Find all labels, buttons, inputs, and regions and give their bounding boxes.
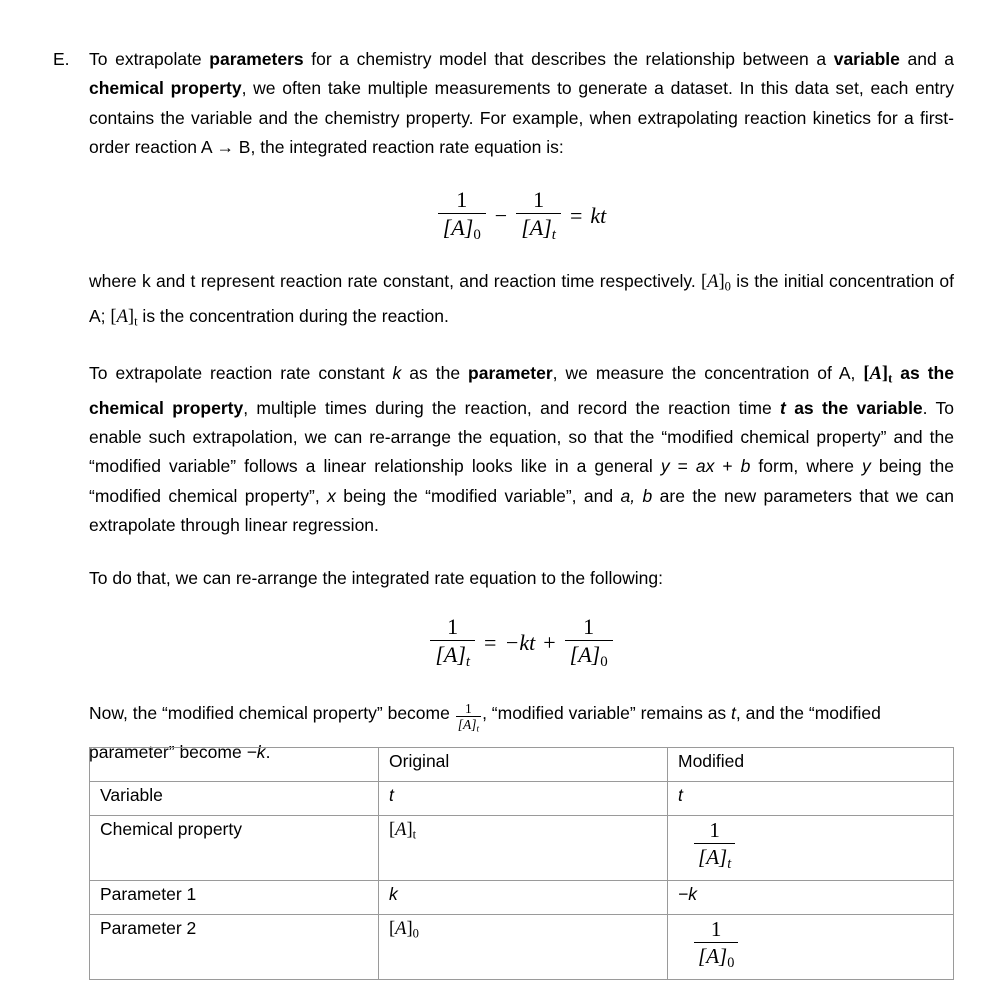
cell-original-parameter-2 [379, 915, 668, 980]
para1-bold-parameters: parameters [209, 49, 304, 69]
cell-original-parameter-1 [379, 881, 668, 915]
den-subscript: 0 [727, 955, 735, 972]
fraction-denominator: $[A]_0$ [698, 944, 735, 972]
para5-seg-d: . [265, 741, 271, 762]
para1-seg-a: To extrapolate [89, 49, 210, 69]
para3-seg-e: , multiple times during the reaction, and record the reaction time [243, 397, 781, 418]
summary-table-wrapper [89, 747, 953, 980]
bold-bracket-at: $[A]_t$ [863, 363, 893, 386]
a-symbol: A [116, 307, 128, 328]
row-label-chemical-property: Chemical property [90, 816, 379, 881]
para2-seg-a: where k and t represent reaction rate constant, and reaction time respectively. [89, 271, 701, 292]
para3-italic-y: y [660, 456, 670, 477]
para3-seg-end: are the new parameters that we can extrapolate through linear regression. [89, 485, 954, 535]
plus-operator: + [543, 630, 556, 656]
paragraph-where-k-t [89, 267, 954, 337]
den-subscript: t [551, 227, 556, 244]
para5-italic-t: t [731, 702, 736, 723]
den-a-symbol: A [451, 214, 465, 240]
para1-seg-g: , we often take multiple measurements to generate a dataset. In this data set, each entry contains the variable and the chemistry property. For example, when extrapolating reaction kinetics for a first-order reaction A → B, the integrated reaction rate equation is: [89, 78, 954, 157]
fraction-denominator: $[A]_t$ [698, 845, 732, 873]
fraction-numerator: 1 [565, 615, 613, 641]
para3-italic-k: k [392, 362, 402, 383]
value-t: t [389, 785, 394, 805]
para3-seg-i: being the “modified chemical property”, [89, 456, 954, 506]
para1-seg-c: for a chemistry model that describes the relationship between a [303, 49, 834, 69]
bracket-at: $[A]_t$ [110, 307, 138, 329]
fraction-one-over-at [694, 819, 735, 873]
para2-seg-c: is the concentration during the reaction. [137, 306, 449, 327]
subscript-zero: 0 [412, 926, 419, 941]
para5-seg-b: , “modified variable” remains as [482, 702, 732, 723]
header-cell-blank [90, 748, 379, 782]
value-neg-k: −k [678, 884, 697, 904]
paragraph-to-do-that: To do that, we can re-arrange the integrated rate equation to the following: [89, 568, 663, 589]
a-symbol: A [395, 820, 407, 840]
fraction-denominator: $[A]_0$ [569, 642, 608, 671]
row-label-parameter-1: Parameter 1 [90, 881, 379, 915]
cell-modified-parameter-1 [668, 881, 954, 915]
para3-seg-j: being the “modified variable”, and [335, 485, 621, 506]
para5-seg-a: Now, the “modified chemical property” become [89, 702, 455, 723]
cell-original-variable [379, 782, 668, 816]
para3-italic-ax: ax [695, 456, 715, 477]
para3-seg-b: as the [401, 362, 469, 383]
para3-seg-g: . To enable such extrapolation, we can re-arrange the equation, so that the “modified chemical property” and the “modified variable” follows a linear relationship looks like in a general [89, 397, 955, 477]
fraction-one-over-a0 [565, 615, 613, 670]
para3-bold-italic-t: t [780, 397, 786, 418]
inline-fraction-one-over-at [456, 702, 481, 734]
fraction-denominator: $[A]_t$ [521, 214, 556, 244]
fraction-one-over-at [516, 188, 561, 243]
value-k: k [389, 884, 398, 904]
para3-plus: + [714, 456, 741, 477]
subscript-t: t [412, 827, 417, 842]
para3-seg-c: , we measure the concentration of A, [552, 362, 864, 383]
den-subscript: 0 [473, 227, 481, 244]
a-symbol: A [869, 363, 882, 384]
summary-table [89, 747, 954, 980]
bracket-at: $[A]_t$ [389, 820, 417, 842]
cell-modified-parameter-2 [668, 915, 954, 980]
fraction-numerator: 1 [694, 819, 735, 844]
minus-kt-term: −kt [504, 630, 536, 656]
fraction-denominator: $[A]_t$ [457, 716, 480, 734]
fraction-numerator: 1 [438, 188, 486, 214]
para3-italic-b: b [740, 456, 751, 477]
table-row [90, 915, 954, 980]
equation-rearranged-rate [89, 615, 954, 670]
den-a-symbol: A [578, 642, 592, 668]
fraction-one-over-a0 [694, 918, 738, 972]
paragraph-intro [89, 45, 954, 162]
equals-operator: = [484, 630, 497, 656]
header-cell-original: Original [379, 748, 668, 782]
list-marker: E. [53, 49, 70, 69]
fraction-denominator: $[A]_0$ [442, 214, 481, 244]
den-a-symbol: A [706, 845, 720, 870]
subscript-zero: 0 [724, 279, 731, 294]
table-header-row [90, 748, 954, 782]
table-row [90, 881, 954, 915]
fraction-one-over-a0 [438, 188, 486, 243]
fraction-denominator: $[A]_t$ [435, 642, 471, 671]
cell-modified-variable [668, 782, 954, 816]
den-subscript: t [465, 654, 471, 671]
paragraph-extrapolate-k [89, 359, 954, 540]
para5-seg-c: , and the “modified parameter” become [89, 702, 881, 762]
fraction-one-over-at [430, 615, 475, 670]
cell-original-chemical-property [379, 816, 668, 881]
value-t: t [678, 785, 683, 805]
para3-italic-ab: a, b [620, 485, 653, 506]
para3-italic-x: x [327, 485, 336, 506]
fraction-numerator: 1 [694, 918, 738, 943]
table-row [90, 816, 954, 881]
body-column [89, 45, 954, 770]
den-subscript: t [476, 723, 480, 734]
fraction-numerator: 1 [430, 615, 475, 641]
para3-bold-as-chemical-property: as the chemical property [89, 362, 954, 418]
para2-seg-b: is the initial concentration of A; [89, 271, 954, 327]
row-label-variable: Variable [90, 782, 379, 816]
subscript-t: t [888, 371, 893, 386]
minus-operator: − [494, 202, 508, 228]
para3-bold-as-the-variable: as the variable [794, 397, 923, 418]
den-a-symbol: A [462, 716, 472, 732]
para1-seg-e: and a [899, 49, 955, 69]
equals-operator: = [569, 202, 583, 228]
para3-bold-parameter: parameter [468, 362, 553, 383]
den-subscript: t [727, 856, 732, 873]
den-a-symbol: A [529, 214, 544, 240]
rhs-kt: kt [590, 202, 607, 228]
row-label-parameter-2: Parameter 2 [90, 915, 379, 980]
den-a-symbol: A [706, 944, 720, 969]
subscript-t: t [134, 314, 138, 329]
cell-modified-chemical-property [668, 816, 954, 881]
para3-seg-h: form, where [750, 456, 863, 477]
den-subscript: 0 [600, 654, 608, 671]
fraction-numerator: 1 [456, 702, 481, 717]
equation-integrated-rate [89, 188, 954, 243]
para3-seg-a: To extrapolate reaction rate constant [89, 362, 393, 383]
para5-italic-neg-k: −k [246, 741, 266, 762]
header-cell-modified: Modified [668, 748, 954, 782]
para1-bold-chemical-property: chemical property [89, 78, 242, 99]
fraction-numerator: 1 [516, 188, 561, 214]
para3-equals: = [669, 456, 696, 477]
table-row [90, 782, 954, 816]
para3-italic-y2: y [862, 456, 871, 477]
bracket-a0: $[A]_0$ [389, 919, 419, 941]
den-a-symbol: A [443, 642, 458, 668]
bracket-a0: $[A]_0$ [701, 272, 731, 294]
para1-bold-variable: variable [833, 49, 900, 69]
a-symbol: A [395, 919, 407, 939]
a-symbol: A [707, 272, 719, 293]
